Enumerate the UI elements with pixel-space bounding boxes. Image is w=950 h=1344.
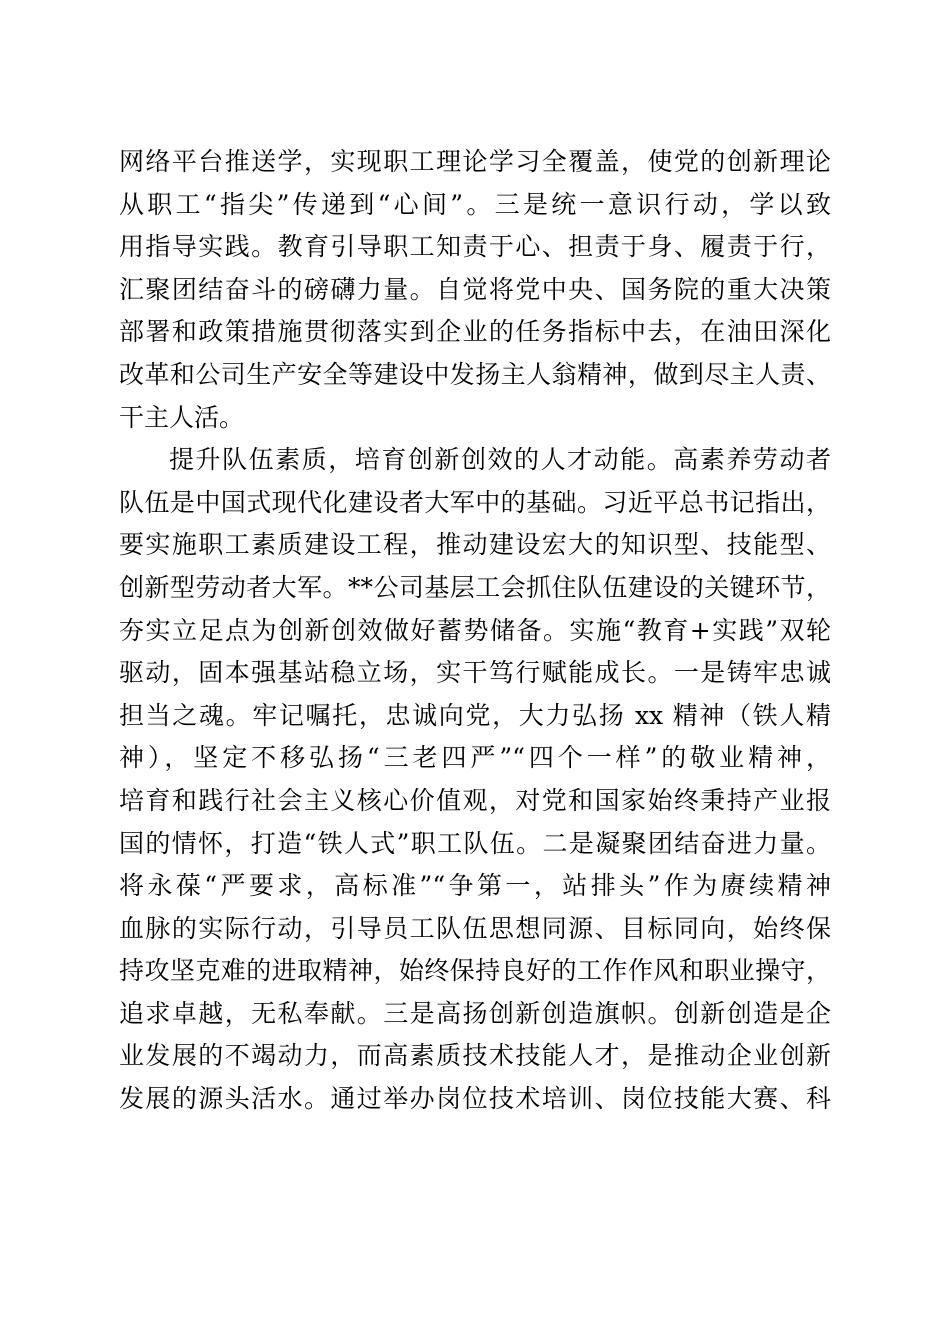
- text-line: 用指导实践。教育引导职工知责于心、担责于身、履责于行，: [119, 232, 831, 262]
- text-line: 干主人活。: [119, 402, 245, 432]
- text-line: 汇聚团结奋斗的磅礴力量。自觉将党中央、国务院的重大决策: [119, 274, 831, 304]
- text-line: 夯实立足点为创新创效做好蓄势储备。实施“教育+实践”双轮: [119, 615, 831, 645]
- text-line: 担当之魂。牢记嘱托，忠诚向党，大力弘扬 xx 精神（铁人精: [119, 700, 831, 730]
- text-line: 业发展的不竭动力，而高素质技术技能人才，是推动企业创新: [119, 1041, 831, 1071]
- text-line: 队伍是中国式现代化建设者大军中的基础。习近平总书记指出，: [119, 487, 831, 517]
- paragraph: [119, 439, 831, 1121]
- paragraph: [119, 141, 831, 439]
- text-line: 网络平台推送学，实现职工理论学习全覆盖，使党的创新理论: [119, 147, 831, 176]
- text-line: 追求卓越，无私奉献。三是高扬创新创造旗帜。创新创造是企: [119, 998, 831, 1028]
- text-line: 血脉的实际行动，引导员工队伍思想同源、目标同向，始终保: [119, 913, 831, 943]
- text-line: 将永葆“严要求，高标准”“争第一，站排头”作为赓续精神: [119, 871, 831, 901]
- text-line: 从职工“指尖”传递到“心间”。三是统一意识行动，学以致: [119, 189, 831, 219]
- text-line: 发展的源头活水。通过举办岗位技术培训、岗位技能大赛、科: [119, 1084, 831, 1114]
- text-line: 驱动，固本强基站稳立场，实干笃行赋能成长。一是铸牢忠诚: [119, 658, 831, 688]
- text-line: 培育和践行社会主义核心价值观，对党和国家始终秉持产业报: [119, 785, 831, 815]
- text-line: 提升队伍素质，培育创新创效的人才动能。高素养劳动者: [169, 445, 831, 475]
- document-body: [119, 141, 831, 1121]
- text-line: 部署和政策措施贯彻落实到企业的任务指标中去，在油田深化: [119, 317, 831, 347]
- text-line: 持攻坚克难的进取精神，始终保持良好的工作作风和职业操守，: [119, 956, 831, 986]
- text-line: 要实施职工素质建设工程，推动建设宏大的知识型、技能型、: [119, 530, 831, 560]
- text-line: 改革和公司生产安全等建设中发扬主人翁精神，做到尽主人责、: [119, 359, 831, 389]
- text-line: 国的情怀，打造“铁人式”职工队伍。二是凝聚团结奋进力量。: [119, 828, 831, 858]
- text-line: 创新型劳动者大军。**公司基层工会抓住队伍建设的关键环节，: [119, 572, 831, 602]
- text-line: 神），坚定不移弘扬“三老四严”“四个一样”的敬业精神，: [119, 743, 831, 773]
